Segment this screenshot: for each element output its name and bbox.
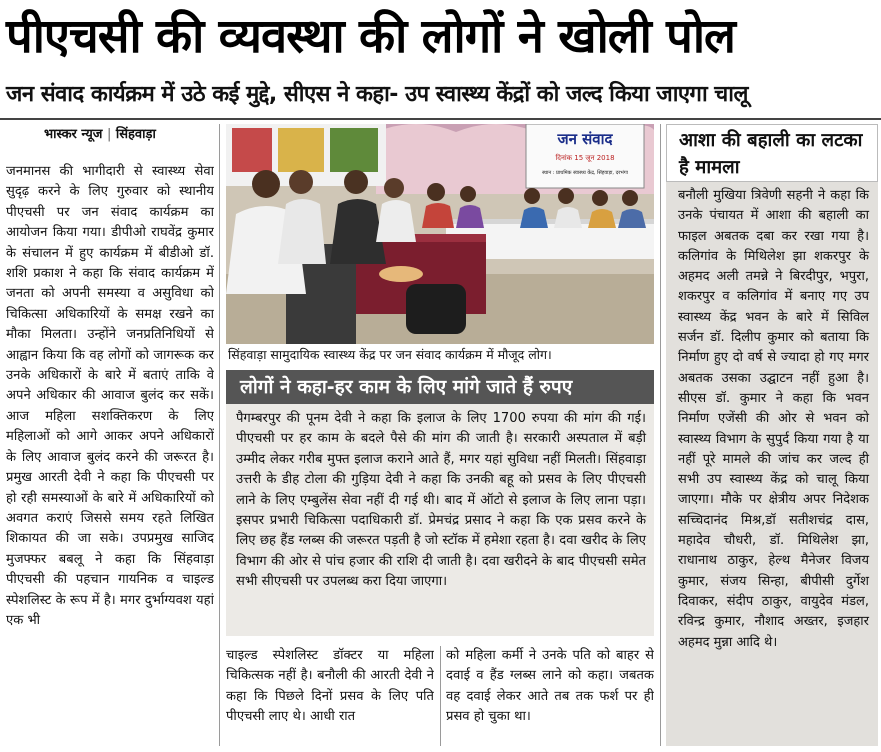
byline xyxy=(6,124,226,146)
headline: पीएचसी की व्यवस्था की लोगों ने खोली पोल xyxy=(6,9,735,64)
column-2-text: चाइल्ड स्पेशलिस्ट डॉक्टर या महिला चिकित्सक नहीं है। बनौली की आरती देवी ने कहा कि पिछले दिनों प्रसव के लिए पति पीएचसी लाए थे। आधी रात xyxy=(226,648,434,725)
photo-caption: सिंहवाड़ा सामुदायिक स्वास्थ्य केंद्र पर जन संवाद कार्यक्रम में मौजूद लोग। xyxy=(228,347,552,362)
banner-text: स्थान : प्राथमिक स्वास्थ्य केंद्र, सिंहवाड़ा, दरभंगा xyxy=(542,170,628,176)
event-photo xyxy=(226,124,654,344)
column-1-text: जनमानस की भागीदारी से स्वास्थ्य सेवा सुदृढ़ करने के लिए गुरुवार को स्थानीय पीएचसी पर जन संवाद कार्यक्रम का आयोजन किया गया। डीपीओ राघवेंद्र कुमार के संचालन में हुए कार्यक्रम में बीडीओ डॉ. शशि प्रकाश ने कहा कि संवाद कार्यक्रम में जनता को अपनी समस्या व असुविधा को चिकित्सा अधिकारियों के समक्ष रखने का मौका मिलता। उन्होंने जनप्रतिनिधियों से आह्वान किया कि वह लोगों को जागरूक कर उनके अधिकारों के बारे में बताएं ताकि वे अपने अधिकार की आवाज बुलंद कर सकें। आज महिला सशक्तिकरण के लिए महिलाओं को आगे आकर अपने अधिकारों के लिए आवाज बुलंद करने की जरूरत है। प्रमुख आरती देवी ने कहा कि पीएचसी पर हो रही समस्याओं के बारे में अधिकारियों को अवगत कराएं जिससे समय रहते लिखित शिकायत की जा सके। उपप्रमुख साजिद मुजफ्फर बबलू ने कहा कि सिंहवाड़ा पीएचसी की पहचान गायनिक व चाइल्ड स्पेशलिस्ट के रूप में है। मगर दुर्भाग्यवश यहां एक भी xyxy=(6,164,214,628)
column-divider xyxy=(660,124,661,746)
banner-title: जन संवाद xyxy=(557,130,613,148)
column-3-text: को महिला कर्मी ने उनके पति को बाहर से दवाई व हैंड ग्लब्स लाने को कहा। जबतक वह दवाई लेकर आते तब तक फर्श पर ही प्रसव हो चुका था। xyxy=(446,648,654,725)
sidebar-text: बनौली मुखिया त्रिवेणी सहनी ने कहा कि उनके पंचायत में आशा की बहाली का फाइल अबतक दबा कर रखा गया है। कलिगांव के मिथिलेश झा शकरपुर के अहमद अली तमन्ने ने बिरदीपुर, भपुरा, शकरपुर व कलिगांव में बनाए गए उप स्वास्थ्य केंद्र भवन के बारे में सिविल सर्जन डॉ. दिलीप कुमार को बताया कि निर्माण हुए दो वर्ष से ज्यादा हो गए मगर अबतक उसका उद्घाटन नहीं हुआ है। सीएस डॉ. कुमार ने कहा कि भवन निर्माण एजेंसी की ओर से भवन को स्वास्थ्य विभाग के सुपुर्द किया गया है या नहीं पूरे मामले की जांच कर जल्द ही सभी उप स्वास्थ्य केंद्र को चालू किया जाएगा। मौके पर क्षेत्रीय अपर निदेशक सच्चिदानंद मिश्र,डॉ सतीशचंद्र दास, महादेव चौधरी, डॉ. मिथिलेश झा, राधानाथ ठाकुर, हेल्थ मैनेजर विजय कुमार, संजय सिन्हा, बीपीसी दुर्गेश दिवाकर, संदीप ठाकुर, वायुदेव मंडल, रविन्द्र कुमार, नौशाद अख्तर, इजहार अहमद मुन्ना आदि थे। xyxy=(678,188,869,650)
sidebar-title: आशा की बहाली का लटका है मामला xyxy=(666,124,878,182)
highlight-box-text: पैगम्बरपुर की पूनम देवी ने कहा कि इलाज के लिए 1700 रुपया की मांग की गई। पीएचसी पर हर काम के बदले पैसे की मांग की जाती है। सरकारी अस्पताल में बड़ी उम्मीद लेकर गरीब मुफ्त इलाज कराने आते हैं, मगर यहां सुविधा नहीं मिलती। सिंहवाड़ा उत्तरी के डीह टोला की गुड़िया देवी ने कहा कि उनकी बहू को प्रसव के लिए पीएचसी लाने के लिए एम्बुलेंस सेवा नहीं दी गई थी। बाद में ऑटो से इलाज के लिए लाना पड़ा। इसपर प्रभारी चिकित्सा पदाधिकारी डॉ. प्रेमचंद्र प्रसाद ने कहा कि एक प्रसव करने के लिए छह हैंड ग्लब्स की जरूरत पड़ती है जो स्टॉक में हमेशा रहता है। दवा खरीद के लिए विभाग की ओर से पांच हजार की राशि दी जाती है। दवा खरीदने के बाद पीएचसी समेत सभी सीएचसी पर उपलब्ध करा दिया जाएगा। xyxy=(226,404,654,636)
column-divider xyxy=(440,646,441,746)
subheading-box: लोगों ने कहा-हर काम के लिए मांगे जाते हैं रुपए xyxy=(226,370,654,404)
subheadline: जन संवाद कार्यक्रम में उठे कई मुद्दे, सीएस ने कहा- उप स्वास्थ्य केंद्रों को जल्द किया जाएगा चालू xyxy=(6,82,748,107)
byline-place: सिंहवाड़ा xyxy=(115,127,156,142)
column-divider xyxy=(219,124,220,746)
byline-source: भास्कर न्यूज xyxy=(44,127,103,142)
headline-rule xyxy=(0,118,881,120)
byline-separator: | xyxy=(106,127,112,142)
banner-date: दिनांक 15 जून 2018 xyxy=(555,154,615,162)
